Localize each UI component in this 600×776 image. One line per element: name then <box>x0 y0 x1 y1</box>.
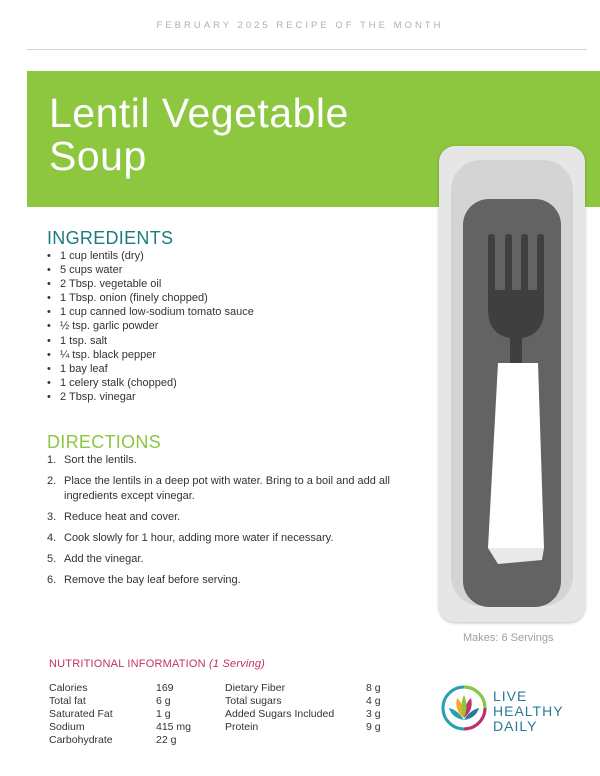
direction-step <box>47 453 427 468</box>
ingredient-item: • 1 bay leaf <box>47 362 254 376</box>
nutrient-label: Calories <box>49 682 88 694</box>
recipe-title <box>49 92 349 178</box>
ingredient-item: • 1 tsp. salt <box>47 334 254 348</box>
ingredient-item: • 1 cup lentils (dry) <box>47 249 254 263</box>
nutrition-left-labels <box>49 682 113 747</box>
ingredient-item: • 1 celery stalk (chopped) <box>47 376 254 390</box>
live-healthy-daily-logo-text <box>493 689 564 734</box>
nutrient-label: Total sugars <box>225 695 282 707</box>
step-number: 4. <box>47 532 57 544</box>
nutrition-heading-text: NUTRITIONAL INFORMATION <box>49 658 206 670</box>
step-text: Remove the bay leaf before serving. <box>64 574 241 586</box>
step-text: Reduce heat and cover. <box>64 511 181 523</box>
logo-line3: DAILY <box>493 718 538 734</box>
step-text: Add the vinegar. <box>64 553 144 565</box>
recipe-of-month-kicker: FEBRUARY 2025 RECIPE OF THE MONTH <box>156 20 444 31</box>
nutrient-value: 415 mg <box>156 721 192 733</box>
serving-size: (1 Serving) <box>209 658 266 670</box>
ingredients-list <box>47 249 254 404</box>
nutrient-label: Carbohydrate <box>49 734 113 746</box>
ingredients-heading: INGREDIENTS <box>47 228 174 248</box>
step-number: 3. <box>47 511 57 523</box>
logo-line1: LIVE <box>493 688 528 704</box>
servings-note: Makes: 6 Servings <box>463 632 554 644</box>
step-number: 6. <box>47 574 57 586</box>
nutrient-value: 6 g <box>156 695 171 707</box>
directions-list <box>47 453 427 594</box>
direction-step <box>47 510 427 525</box>
step-text: Cook slowly for 1 hour, adding more water if necessary. <box>64 532 334 544</box>
direction-step <box>47 531 427 546</box>
step-text: Place the lentils in a deep pot with water. Bring to a boil and add all ingredients except vinegar. <box>64 475 390 502</box>
nutrition-left-values <box>156 682 191 747</box>
ingredient-item: • ¼ tsp. black pepper <box>47 348 254 362</box>
nutrient-label: Sodium <box>49 721 85 733</box>
logo-line2: HEALTHY <box>493 703 564 719</box>
nutrient-label: Total fat <box>49 695 86 707</box>
nutrient-value: 4 g <box>366 695 381 707</box>
step-number: 1. <box>47 454 57 466</box>
nutrient-label: Added Sugars Included <box>225 708 335 720</box>
nutrient-value: 169 <box>156 682 174 694</box>
ingredient-item: • 1 Tbsp. onion (finely chopped) <box>47 291 254 305</box>
nutrient-value: 9 g <box>366 721 381 733</box>
step-text: Sort the lentils. <box>64 454 137 466</box>
nutrient-value: 3 g <box>366 708 381 720</box>
ingredient-item: • 5 cups water <box>47 263 254 277</box>
nutrient-value: 8 g <box>366 682 381 694</box>
nutrition-right-values <box>366 682 381 734</box>
nutrient-value: 1 g <box>156 708 171 720</box>
nutrient-label: Dietary Fiber <box>225 682 286 694</box>
nutrition-right-labels <box>225 682 334 734</box>
direction-step <box>47 552 427 567</box>
napkin-icon <box>488 363 544 548</box>
direction-step <box>47 573 427 588</box>
ingredient-item: • 1 cup canned low-sodium tomato sauce <box>47 305 254 319</box>
directions-heading: DIRECTIONS <box>47 432 162 452</box>
step-number: 5. <box>47 553 57 565</box>
direction-step <box>47 474 427 504</box>
nutrient-label: Protein <box>225 721 259 733</box>
nutrient-label: Saturated Fat <box>49 708 113 720</box>
ingredient-item: • 2 Tbsp. vinegar <box>47 390 254 404</box>
recipe-title-line2: Soup <box>49 133 147 179</box>
ingredient-item: • ½ tsp. garlic powder <box>47 319 254 333</box>
lotus-logo-icon <box>440 684 488 732</box>
nutrient-value: 22 g <box>156 734 177 746</box>
step-number: 2. <box>47 475 57 487</box>
fork-icon <box>478 230 568 570</box>
ingredient-item: • 2 Tbsp. vegetable oil <box>47 277 254 291</box>
recipe-title-line1: Lentil Vegetable <box>49 90 349 136</box>
header-divider <box>27 49 587 50</box>
nutrition-heading <box>49 658 265 670</box>
